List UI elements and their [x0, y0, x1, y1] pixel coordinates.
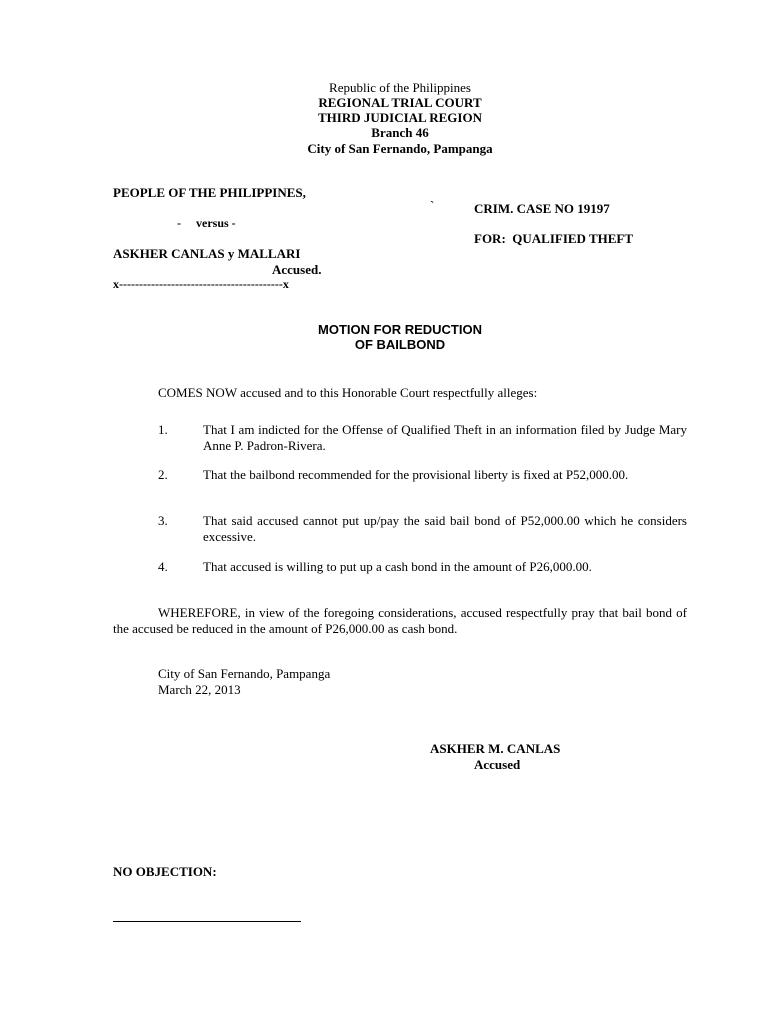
versus-label: - versus - — [177, 216, 236, 230]
motion-title-line2: OF BAILBOND — [354, 337, 446, 352]
accused-name: ASKHER CANLAS y MALLARI — [113, 246, 301, 261]
motion-title-line1: MOTION FOR REDUCTION — [318, 322, 482, 337]
stray-backtick: ` — [430, 198, 435, 213]
offense: FOR: QUALIFIED THEFT — [474, 231, 634, 246]
wherefore-paragraph: WHEREFORE, in view of the foregoing considerations, accused respectfully pray that bail bond of the accused be reduced in the amount of P26,000.00 as cash bond. — [113, 605, 687, 636]
city-header: City of San Fernando, Pampanga — [307, 141, 493, 156]
judicial-region: THIRD JUDICIAL REGION — [318, 110, 482, 125]
item-text: That I am indicted for the Offense of Qualified Theft in an information filed by Judge Mary Anne P. Padron-Rivera. — [203, 422, 687, 453]
caption-separator: x-----------------------------------------x — [113, 277, 289, 291]
item-number: 4. — [158, 559, 168, 574]
branch: Branch 46 — [371, 125, 429, 140]
signatory-role: Accused — [474, 757, 521, 772]
item-number: 3. — [158, 513, 168, 528]
item-text: That the bailbond recommended for the provisional liberty is fixed at P52,000.00. — [203, 467, 629, 482]
item-text: That said accused cannot put up/pay the said bail bond of P52,000.00 which he considers excessive. — [203, 513, 687, 544]
place: City of San Fernando, Pampanga — [158, 666, 331, 681]
date: March 22, 2013 — [158, 682, 241, 697]
item-text: That accused is willing to put up a cash bond in the amount of P26,000.00. — [203, 559, 592, 574]
case-number: CRIM. CASE NO 19197 — [474, 201, 610, 216]
accused-label: Accused. — [272, 262, 322, 277]
item-number: 2. — [158, 467, 168, 482]
republic-line: Republic of the Philippines — [329, 80, 471, 95]
signature-line — [113, 921, 301, 922]
no-objection-label: NO OBJECTION: — [113, 864, 217, 879]
court-name: REGIONAL TRIAL COURT — [318, 95, 482, 110]
signatory-name: ASKHER M. CANLAS — [430, 741, 561, 756]
intro-paragraph: COMES NOW accused and to this Honorable Court respectfully alleges: — [158, 385, 538, 400]
plaintiff: PEOPLE OF THE PHILIPPINES, — [113, 185, 306, 200]
item-number: 1. — [158, 422, 168, 437]
